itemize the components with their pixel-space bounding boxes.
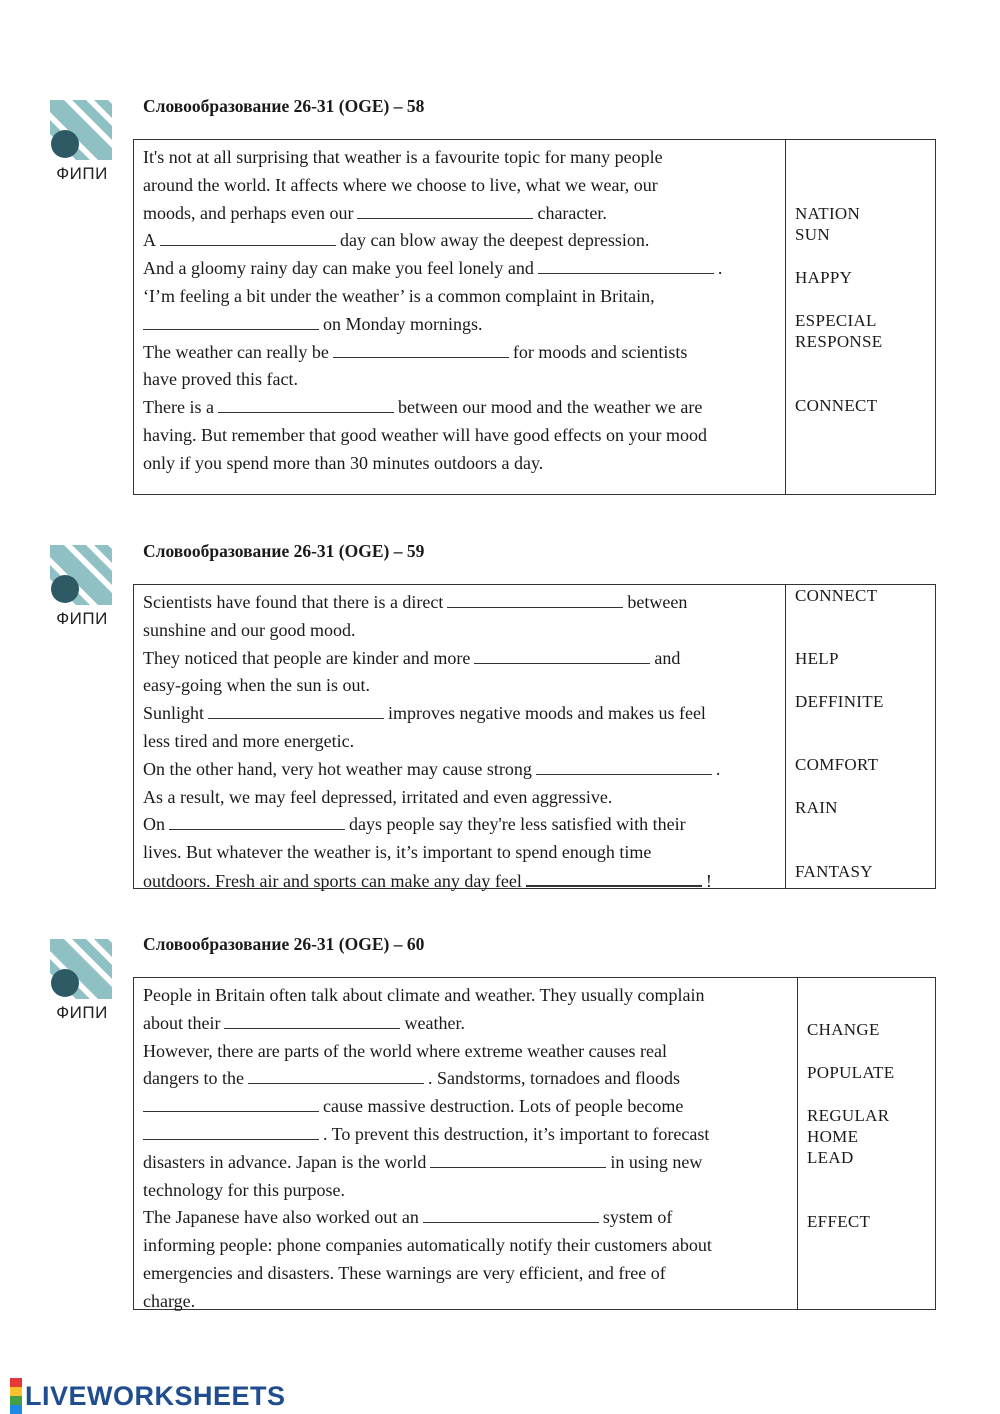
- answer-blank[interactable]: [423, 1204, 599, 1223]
- passage-text: On the other hand, very hot weather may cause strong: [143, 758, 532, 779]
- base-word: RAIN: [795, 798, 838, 817]
- passage-text: having. But remember that good weather will have good effects on your mood: [143, 424, 708, 445]
- base-word: ESPECIAL: [795, 311, 877, 330]
- passage-text: lives. But whatever the weather is, it’s important to spend enough time: [143, 842, 652, 863]
- passage-text: between our mood and the weather we are: [397, 397, 703, 418]
- passage-text: outdoors. Fresh air and sports can make any day feel: [143, 870, 522, 891]
- passage-line: [143, 283, 779, 311]
- passage-text: Scientists have found that there is a direct: [143, 592, 444, 612]
- base-word: COMFORT: [795, 755, 879, 774]
- passage-text: .: [717, 258, 723, 279]
- passage-text: about their: [143, 1012, 221, 1033]
- passage-cell: [134, 585, 786, 891]
- passage-text: character.: [537, 202, 607, 223]
- passage-text: However, there are parts of the world where extreme weather causes real: [143, 1040, 668, 1061]
- fipi-emblem-icon: [50, 100, 114, 162]
- passage-text: less tired and more energetic.: [143, 730, 355, 751]
- passage-line: [143, 700, 779, 728]
- answer-blank[interactable]: [248, 1065, 424, 1084]
- passage-line: [143, 589, 779, 617]
- answer-blank[interactable]: [538, 255, 714, 274]
- fipi-logo: [50, 100, 114, 190]
- answer-blank[interactable]: [143, 1093, 319, 1112]
- word-bank: [798, 978, 935, 1309]
- passage-line: [143, 172, 779, 200]
- answer-blank[interactable]: [526, 867, 702, 887]
- passage-text: dangers to the: [143, 1068, 244, 1089]
- passage-text: only if you spend more than 30 minutes outdoors a day.: [143, 452, 544, 473]
- passage-line: [143, 394, 779, 422]
- liveworksheets-logo: [10, 1381, 286, 1411]
- passage-cell: [134, 978, 798, 1309]
- passage-text: . Sandstorms, tornadoes and floods: [427, 1068, 680, 1089]
- base-word: SUN: [795, 225, 830, 244]
- passage-text: And a gloomy rainy day can make you feel lonely and: [143, 258, 534, 279]
- passage-text: There is a: [143, 397, 214, 418]
- brand-text: LIVEWORKSHEETS: [25, 1380, 286, 1411]
- passage-line: [143, 756, 779, 784]
- passage-line: [143, 450, 779, 478]
- passage-line: [143, 366, 779, 394]
- answer-blank[interactable]: [333, 339, 509, 358]
- passage-text: On: [143, 814, 165, 835]
- passage-text: days people say they're less satisfied with their: [349, 814, 686, 835]
- base-word: NATION: [795, 204, 861, 223]
- brand-mark-stripe: [10, 1396, 22, 1405]
- base-word: POPULATE: [807, 1063, 895, 1082]
- passage-text: !: [705, 870, 712, 891]
- passage-text: weather.: [404, 1012, 465, 1033]
- word-bank: [786, 585, 935, 888]
- passage-text: .: [715, 758, 721, 779]
- answer-blank[interactable]: [143, 311, 319, 330]
- answer-blank[interactable]: [474, 645, 650, 664]
- answer-blank[interactable]: [208, 700, 384, 719]
- passage-line: [143, 1038, 791, 1066]
- answer-blank[interactable]: [218, 394, 394, 413]
- fipi-logo: [50, 939, 114, 1029]
- passage-line: [143, 784, 779, 812]
- fipi-logo: [50, 545, 114, 635]
- exercise-heading: Словообразование 26-31 (OGE) – 59: [143, 541, 425, 561]
- base-word: HAPPY: [795, 268, 853, 287]
- passage-text: disasters in advance. Japan is the world: [143, 1151, 427, 1172]
- logo-text: ФИПИ: [56, 609, 108, 628]
- base-word: EFFECT: [807, 1212, 871, 1231]
- word-bank: [786, 140, 935, 494]
- fipi-emblem-icon: [50, 545, 114, 607]
- base-word: RESPONSE: [795, 332, 883, 351]
- exercise-heading: Словообразование 26-31 (OGE) – 58: [143, 96, 425, 116]
- passage-text: moods, and perhaps even our: [143, 202, 354, 223]
- brand-mark-stripe: [10, 1387, 22, 1396]
- passage-text: in using new: [610, 1151, 703, 1172]
- passage-line: [143, 311, 779, 339]
- passage-cell: [134, 140, 786, 494]
- passage-line: [143, 1093, 791, 1121]
- passage-line: [143, 422, 779, 450]
- passage-text: People in Britain often talk about climate and weather. They usually complain: [143, 985, 705, 1005]
- answer-blank[interactable]: [447, 589, 623, 608]
- exercise-table: [133, 584, 936, 889]
- passage-line: [143, 1260, 791, 1288]
- passage-text: for moods and scientists: [512, 341, 688, 362]
- passage-line: [143, 1010, 791, 1038]
- base-word: DEFFINITE: [795, 692, 884, 711]
- base-word: CHANGE: [807, 1020, 880, 1039]
- logo-text: ФИПИ: [56, 164, 108, 183]
- passage-line: [143, 728, 779, 756]
- base-word: CONNECT: [795, 586, 878, 605]
- base-word: HOME: [807, 1127, 859, 1146]
- answer-blank[interactable]: [143, 1121, 319, 1140]
- passage-text: around the world. It affects where we choose to live, what we wear, our: [143, 174, 658, 195]
- passage-line: [143, 867, 779, 895]
- passage-text: have proved this fact.: [143, 369, 298, 390]
- passage-line: [143, 144, 779, 172]
- passage-text: They noticed that people are kinder and more: [143, 647, 471, 668]
- passage-line: [143, 200, 779, 228]
- passage-text: As a result, we may feel depressed, irritated and even aggressive.: [143, 786, 613, 807]
- passage-text: between: [627, 592, 688, 612]
- passage-line: [143, 1204, 791, 1232]
- passage-line: [143, 617, 779, 645]
- exercise-heading: Словообразование 26-31 (OGE) – 60: [143, 934, 425, 954]
- passage-text: sunshine and our good mood.: [143, 619, 356, 640]
- passage-text: The weather can really be: [143, 341, 329, 362]
- brand-mark-stripe: [10, 1378, 22, 1387]
- passage-line: [143, 811, 779, 839]
- answer-blank[interactable]: [536, 756, 712, 775]
- passage-text: improves negative moods and makes us feel: [388, 703, 706, 724]
- exercise-table: [133, 977, 936, 1310]
- base-word: HELP: [795, 649, 839, 668]
- passage-text: system of: [602, 1207, 673, 1228]
- fipi-emblem-icon: [50, 939, 114, 1001]
- answer-blank[interactable]: [224, 1010, 400, 1029]
- exercise-table: [133, 139, 936, 495]
- passage-line: [143, 227, 779, 255]
- passage-line: [143, 672, 779, 700]
- liveworksheets-mark-icon: [10, 1378, 22, 1414]
- passage-line: [143, 255, 779, 283]
- passage-line: [143, 1121, 791, 1149]
- logo-text: ФИПИ: [56, 1003, 108, 1022]
- passage-text: and: [654, 647, 681, 668]
- passage-line: [143, 645, 779, 673]
- answer-blank[interactable]: [169, 811, 345, 830]
- base-word: FANTASY: [795, 862, 873, 881]
- base-word: REGULAR: [807, 1106, 890, 1125]
- answer-blank[interactable]: [160, 227, 336, 246]
- passage-text: easy-going when the sun is out.: [143, 675, 370, 696]
- passage-text: Sunlight: [143, 703, 205, 724]
- passage-text: The Japanese have also worked out an: [143, 1207, 419, 1228]
- passage-text: cause massive destruction. Lots of people become: [323, 1096, 684, 1117]
- passage-line: [143, 1065, 791, 1093]
- passage-text: . To prevent this destruction, it’s important to forecast: [323, 1123, 710, 1144]
- passage-text: day can blow away the deepest depression.: [340, 230, 650, 251]
- passage-text: A: [143, 230, 156, 251]
- passage-text: emergencies and disasters. These warnings are very efficient, and free of: [143, 1262, 666, 1283]
- passage-line: [143, 1149, 791, 1177]
- base-word: LEAD: [807, 1148, 854, 1167]
- passage-text: ‘I’m feeling a bit under the weather’ is a common complaint in Britain,: [143, 285, 655, 306]
- passage-line: [143, 839, 779, 867]
- passage-text: on Monday mornings.: [323, 313, 483, 334]
- passage-line: [143, 1177, 791, 1205]
- passage-text: technology for this purpose.: [143, 1179, 345, 1200]
- answer-blank[interactable]: [357, 200, 533, 219]
- passage-line: [143, 982, 791, 1010]
- passage-text: charge.: [143, 1290, 196, 1311]
- passage-line: [143, 1288, 791, 1316]
- base-word: CONNECT: [795, 396, 878, 415]
- passage-text: It's not at all surprising that weather is a favourite topic for many people: [143, 147, 663, 167]
- passage-line: [143, 339, 779, 367]
- answer-blank[interactable]: [430, 1149, 606, 1168]
- passage-line: [143, 1232, 791, 1260]
- passage-text: informing people: phone companies automatically notify their customers about: [143, 1235, 712, 1256]
